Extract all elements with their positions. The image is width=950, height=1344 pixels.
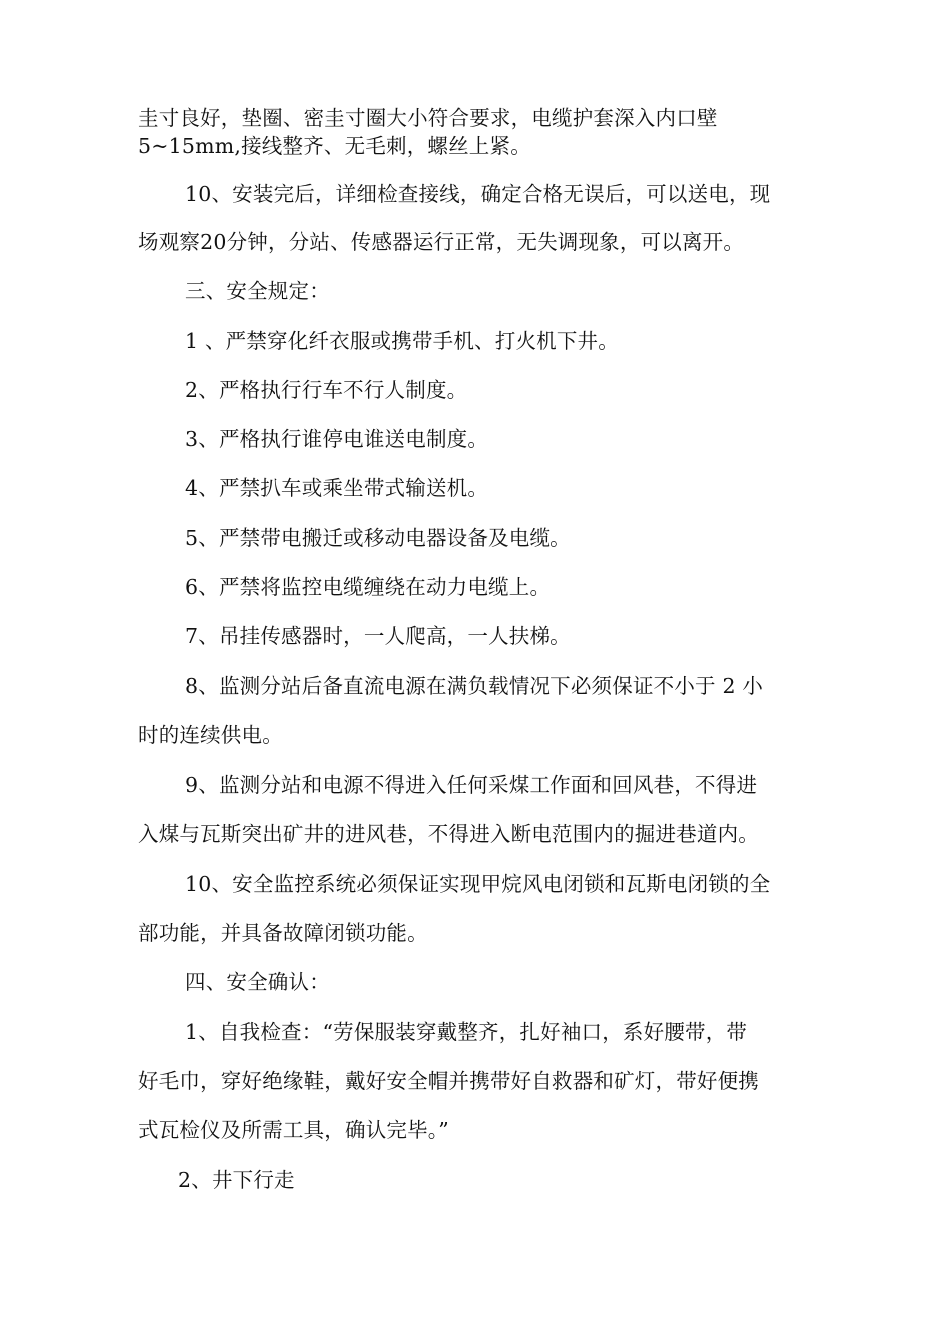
text-line: 式瓦检仪及所需工具，确认完毕。” [138, 1118, 449, 1142]
text-line: 部功能，并具备故障闭锁功能。 [138, 921, 428, 945]
list-item: 7、吊挂传感器时，一人爬高，一人扶梯。 [185, 624, 571, 648]
list-item: 1、自我检查：“劳保服装穿戴整齐，扎好袖口，系好腰带，带 [185, 1020, 748, 1044]
text-line: 圭寸良好，垫圈、密圭寸圈大小符合要求，电缆护套深入内口壁 [138, 106, 718, 130]
list-item: 4、严禁扒车或乘坐带式输送机。 [185, 476, 489, 500]
text-line: 10、安装完后，详细检查接线，确定合格无误后，可以送电，现 [185, 182, 771, 206]
text-line: 5~15mm,接线整齐、无毛刺，螺丝上紧。 [138, 134, 531, 158]
list-item: 10、安全监控系统必须保证实现甲烷风电闭锁和瓦斯电闭锁的全 [185, 872, 771, 896]
text-line: 场观察20分钟，分站、传感器运行正常，无失调现象，可以离开。 [138, 230, 745, 254]
list-item: 6、严禁将监控电缆缠绕在动力电缆上。 [185, 575, 551, 599]
list-item: 3、严格执行谁停电谁送电制度。 [185, 427, 489, 451]
text-line: 好毛巾，穿好绝缘鞋，戴好安全帽并携带好自救器和矿灯，带好便携 [138, 1069, 759, 1093]
text-line: 入煤与瓦斯突出矿井的进风巷，不得进入断电范围内的掘进巷道内。 [138, 822, 759, 846]
list-item: 8、监测分站后备直流电源在满负载情况下必须保证不小于 2 小 [185, 674, 764, 698]
list-item: 2、井下行走 [178, 1168, 295, 1192]
list-item: 2、严格执行行车不行人制度。 [185, 378, 468, 402]
list-item: 1 、严禁穿化纤衣服或携带手机、打火机下井。 [185, 329, 619, 353]
section-heading: 三、安全规定： [185, 279, 330, 303]
text-line: 时的连续供电。 [138, 723, 283, 747]
list-item: 9、监测分站和电源不得进入任何采煤工作面和回风巷，不得进 [185, 773, 758, 797]
list-item: 5、严禁带电搬迁或移动电器设备及电缆。 [185, 526, 571, 550]
section-heading: 四、安全确认： [185, 970, 330, 994]
